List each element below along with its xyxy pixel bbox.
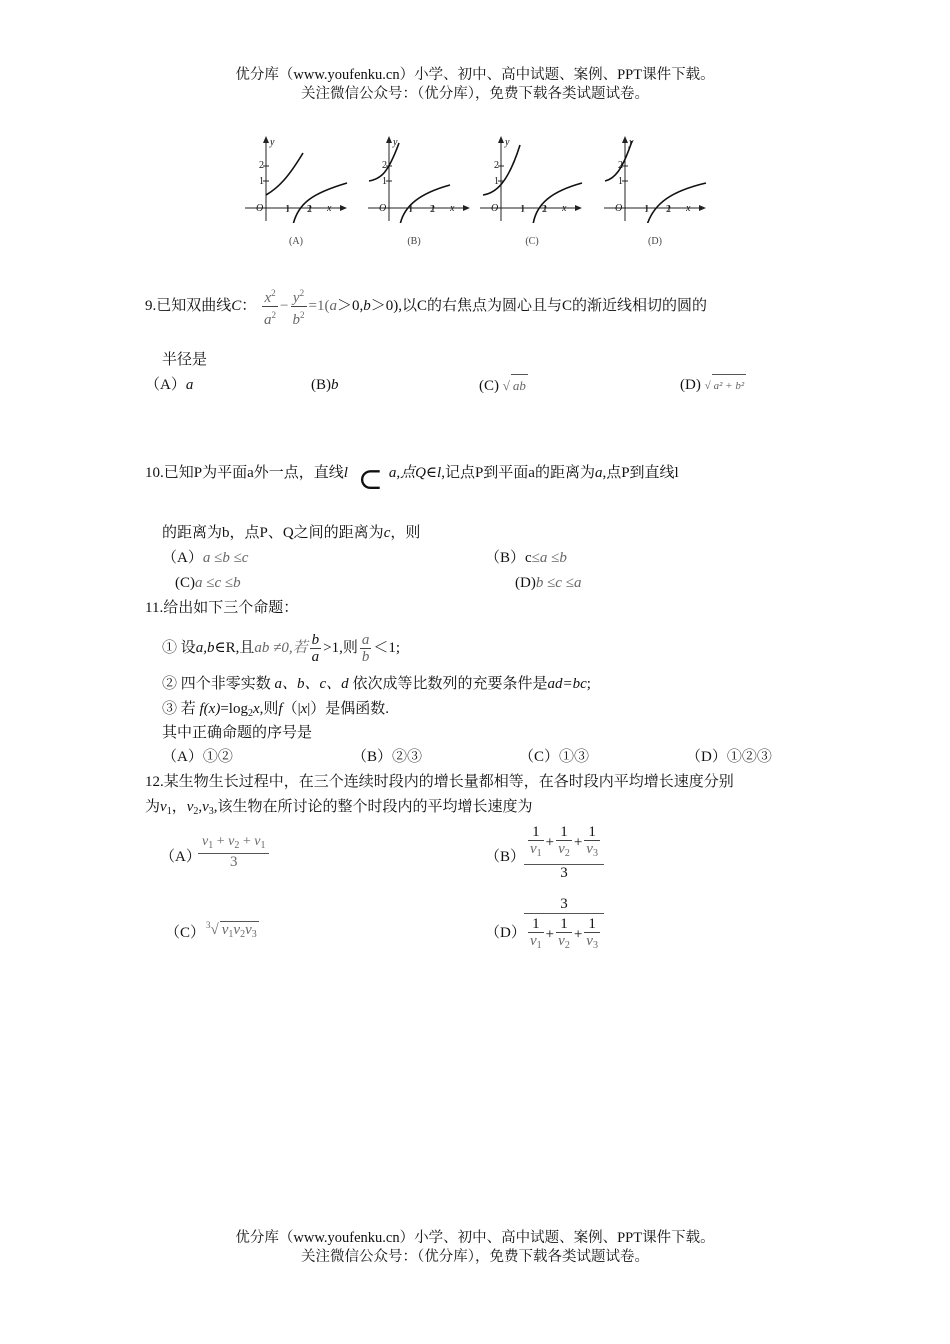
graph-c-y-label: y xyxy=(505,137,510,148)
q9-option-b: (B)b xyxy=(311,377,339,393)
graph-d-tick-y1: 1 xyxy=(618,176,623,187)
graph-d-tick-y2: 2 xyxy=(618,160,623,171)
q11-option-c: （C）①③ xyxy=(519,749,590,765)
q10-stem-2: 的距离为b，点P、Q之间的距离为c，则 xyxy=(162,525,421,541)
q12-option-d-label: （D） xyxy=(485,925,526,941)
q11-proposition-1: ① 设a,b∈R,且ab ≠0,若 $\frac{b}{a}$ >1,则 $\frac{a}{b}$ ＜1; xyxy=(162,632,400,665)
graph-b-label: (B) xyxy=(407,236,421,247)
q10-option-d: (D)b ≤c ≤a xyxy=(515,575,582,591)
q10-option-c: (C)a ≤c ≤b xyxy=(175,575,241,591)
q10-option-a: （A）a ≤b ≤c xyxy=(162,550,249,566)
graph-d-label: (D) xyxy=(648,236,662,247)
graph-c-tick-x2: 2 xyxy=(542,204,547,215)
header-line-1: 优分库（www.youfenku.cn）小学、初中、高中试题、案例、PPT课件下载。 xyxy=(235,67,715,83)
q9-stem-2: 半径是 xyxy=(162,352,208,368)
graph-a-y-label: y xyxy=(270,137,275,148)
q11-option-a: （A）①② xyxy=(162,749,233,765)
q11-title: 11.给出如下三个命题： xyxy=(145,600,299,616)
q11-proposition-2: ② 四个非零实数 a、b、c、d 依次成等比数列的充要条件是ad=bc; xyxy=(162,676,591,692)
graph-c-x-label: x xyxy=(562,203,567,214)
q12-stem-2: 为$v_1$，$v_2,v_3$,该生物在所讨论的整个时段内的平均增长速度为 xyxy=(145,799,533,817)
footer-line-2: 关注微信公众号：（优分库），免费下载各类试题试卷。 xyxy=(301,1249,649,1265)
q12-stem: 12.某生物生长过程中，在三个连续时段内的增长量都相等，在各时段内平均增长速度分别 xyxy=(145,774,734,790)
q12-option-b-fraction: $\frac{1}{v_1}$ + $\frac{1}{v_2}$ + $\frac{1}{v_3}$ 3 xyxy=(524,824,604,882)
header-line-2: 关注微信公众号：（优分库），免费下载各类试题试卷。 xyxy=(301,86,649,102)
q12-option-c-label: （C） xyxy=(165,925,206,941)
graph-a-tick-x2: 2 xyxy=(307,204,312,215)
graph-a-tick-y2: 2 xyxy=(259,160,264,171)
q12-option-a-fraction: $v_1 + v_2 + v_1$ 3 xyxy=(198,834,269,871)
q12-option-d-fraction: 3 $\frac{1}{v_1}$ + $\frac{1}{v_2}$ + $\frac{1}{v_3}$ xyxy=(524,896,604,954)
q9-option-d: (D) √ a² + b² xyxy=(680,374,746,397)
q12-option-c-expr: $^3$√ $v_1v_2v_3$ xyxy=(206,920,257,940)
graph-c-tick-y2: 2 xyxy=(494,160,499,171)
graph-c-tick-y1: 1 xyxy=(494,176,499,187)
q10-option-b: （B）c≤a ≤b xyxy=(485,550,567,566)
graph-a-tick-y1: 1 xyxy=(259,176,264,187)
graph-a-x-label: x xyxy=(327,203,332,214)
graph-b-x-label: x xyxy=(450,203,455,214)
graph-c-label: (C) xyxy=(525,236,539,247)
graph-b-tick-x2: 2 xyxy=(430,204,435,215)
q10-stem: 10.已知P为平面a外一点，直线l ⊂ a,点Q∈l,记点P到平面a的距离为a,点P到直线l xyxy=(145,463,679,496)
graph-d-y-label: y xyxy=(629,137,634,148)
q12-option-a-label: （A） xyxy=(160,849,201,865)
graph-c-tick-x1: 1 xyxy=(520,204,525,215)
q12-option-b-label: （B） xyxy=(485,849,526,865)
graph-b-tick-y1: 1 xyxy=(382,176,387,187)
graph-b-tick-x1: 1 xyxy=(408,204,413,215)
footer-line-1: 优分库（www.youfenku.cn）小学、初中、高中试题、案例、PPT课件下载。 xyxy=(235,1230,715,1246)
q9-stem: 9.已知双曲线C： $\frac{x^2}{a^2}$ − $\frac{y^2}{b^2}$ =1(a＞0,b＞0),以C的右焦点为圆心且与C的渐近线相切的圆的 xyxy=(145,285,707,328)
graph-d-origin: O xyxy=(615,203,623,214)
graph-a-tick-x1: 1 xyxy=(285,204,290,215)
graph-d-tick-x1: 1 xyxy=(644,204,649,215)
subset-symbol: ⊂ xyxy=(357,463,383,496)
q11-proposition-3: ③ 若 $f(x)=\log_2x$,则f（|x|）是偶函数. xyxy=(162,701,390,719)
graph-a-label: (A) xyxy=(289,236,303,247)
graph-b-tick-y2: 2 xyxy=(382,160,387,171)
graph-b-origin: O xyxy=(379,203,387,214)
graph-a-origin: O xyxy=(256,203,264,214)
q11-option-d: （D）①②③ xyxy=(686,749,772,765)
graph-d-tick-x2: 2 xyxy=(666,204,671,215)
graph-b-y-label: y xyxy=(393,137,398,148)
q9-option-a: （A）a xyxy=(145,377,194,393)
q9-option-c: (C) √ ab xyxy=(479,374,528,397)
graph-c-origin: O xyxy=(491,203,499,214)
graph-d-x-label: x xyxy=(686,203,691,214)
q11-ask: 其中正确命题的序号是 xyxy=(162,725,313,741)
q11-option-b: （B）②③ xyxy=(352,749,423,765)
